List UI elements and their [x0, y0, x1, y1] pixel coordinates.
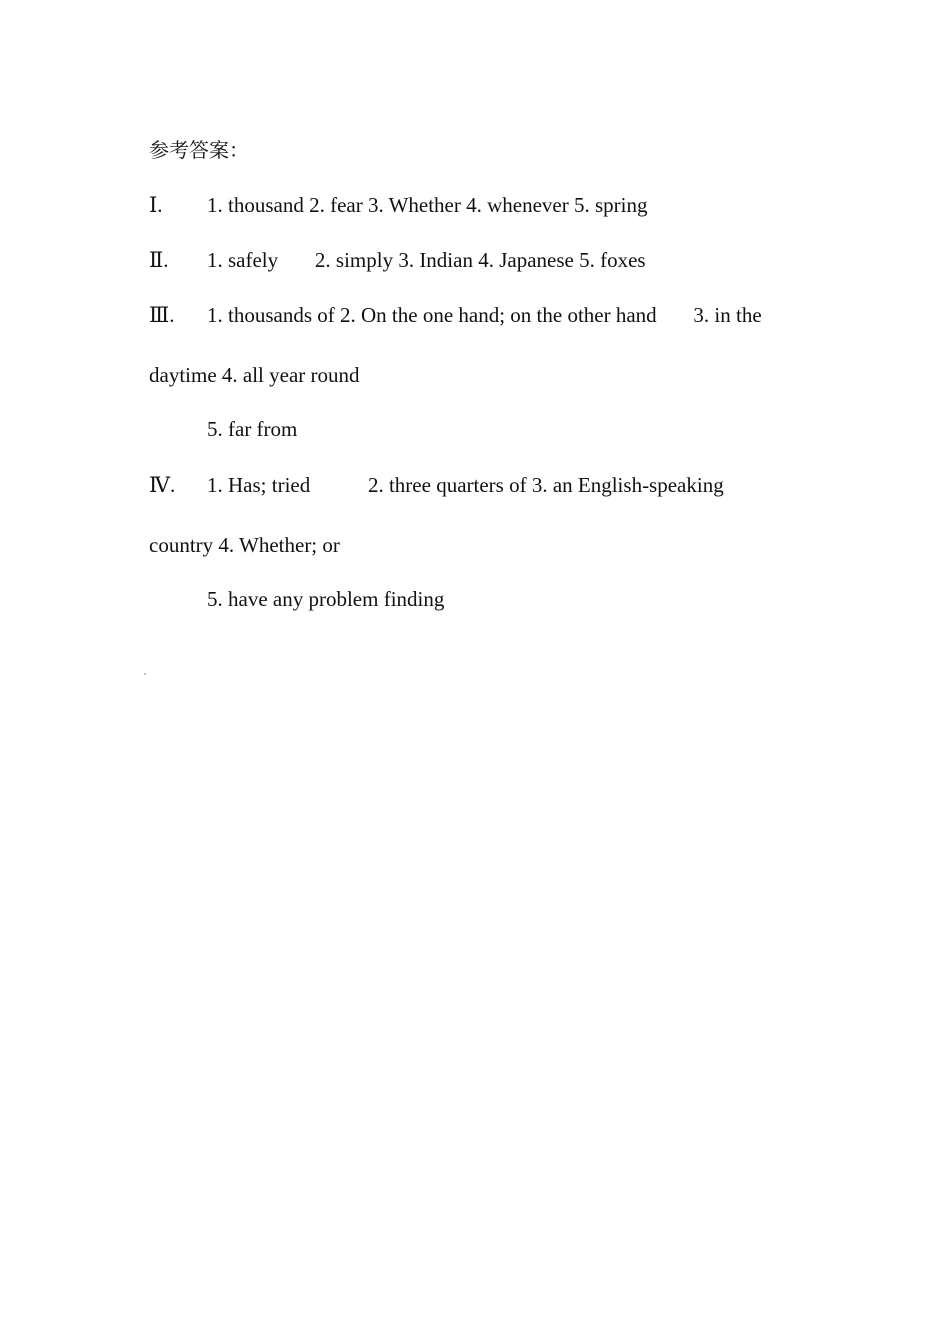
section-1-answers: 1. thousand 2. fear 3. Whether 4. whenever 5. spring: [207, 193, 648, 217]
section-4-answers-line-1: 1. Has; tried 2. three quarters of 3. an English-speaking: [207, 473, 724, 497]
stray-mark: [144, 673, 146, 675]
section-2-answers: 1. safely 2. simply 3. Indian 4. Japanese 5. foxes: [207, 248, 646, 272]
section-4: [149, 472, 849, 576]
section-3-numeral: Ⅲ.: [149, 303, 175, 327]
section-1-numeral: Ⅰ.: [149, 193, 163, 217]
answer-key-heading: 参考答案：: [149, 138, 249, 162]
section-4-answers-line-3: 5. have any problem finding: [207, 587, 445, 611]
section-3: [149, 302, 849, 406]
section-4-numeral: Ⅳ.: [149, 473, 176, 497]
section-3-answers-line-2: daytime 4. all year round: [149, 363, 360, 387]
section-3-answers-line-1: 1. thousands of 2. On the one hand; on the other hand 3. in the: [207, 303, 762, 327]
section-2-numeral: Ⅱ.: [149, 248, 169, 272]
section-3-answers-line-3: 5. far from: [207, 417, 298, 441]
section-4-answers-line-2: country 4. Whether; or: [149, 533, 340, 557]
